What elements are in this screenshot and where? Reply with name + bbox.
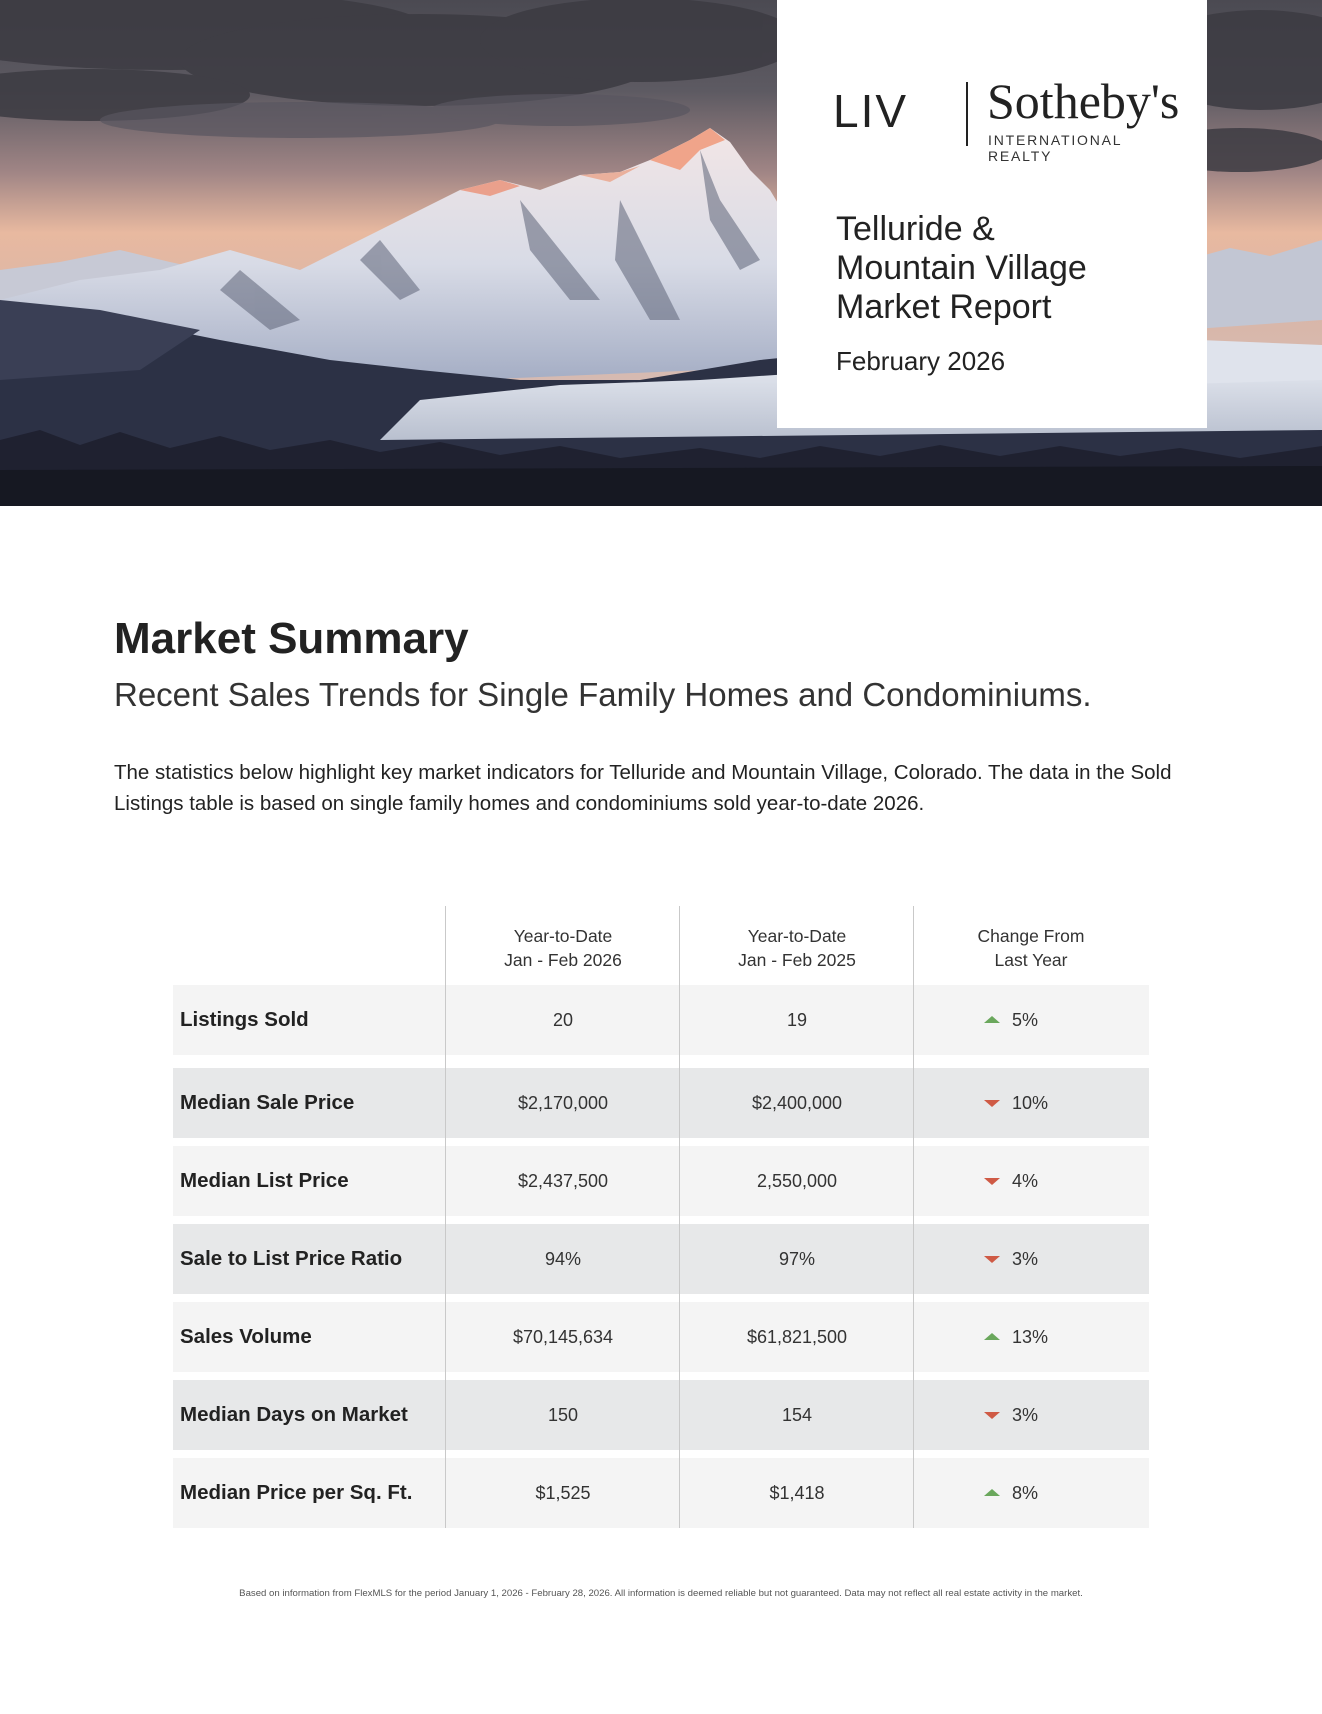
page-subtitle: Recent Sales Trends for Single Family Homes and Condominiums.	[114, 676, 1092, 713]
arrow-down-icon	[983, 1097, 1001, 1109]
title-card	[777, 0, 1207, 428]
column-divider	[913, 906, 914, 1528]
intro-paragraph: The statistics below highlight key market indicators for Telluride and Mountain Village, Colorado. The data in the Sold Listings table is based on single family homes and condominiums sold year-to-date 2026.	[114, 761, 1172, 815]
value-2026: 94%	[544, 1249, 582, 1269]
logo-liv-text: LIV	[833, 85, 909, 137]
value-2026: 20	[552, 1010, 574, 1030]
report-date: February 2026	[836, 346, 1006, 376]
report-title-line: Market Report	[836, 288, 1052, 326]
hero-mountain-image	[0, 0, 1322, 506]
row-label: Median Days on Market	[180, 1403, 408, 1426]
value-2025: $2,400,000	[751, 1093, 843, 1113]
change-cell	[914, 1380, 1148, 1450]
row-label: Median List Price	[180, 1169, 349, 1192]
change-cell	[914, 1224, 1148, 1294]
value-2025: $1,418	[769, 1483, 825, 1503]
value-2025: 2,550,000	[756, 1171, 838, 1191]
change-value: 3%	[1012, 1405, 1039, 1425]
table-row	[173, 1380, 1149, 1450]
change-cell	[914, 1068, 1148, 1138]
row-label: Median Price per Sq. Ft.	[180, 1481, 413, 1504]
page-title: Market Summary	[114, 614, 469, 663]
row-label: Sale to List Price Ratio	[180, 1247, 403, 1270]
footer-disclaimer: Based on information from FlexMLS for the period January 1, 2026 - February 28, 2026. All information is deemed reliable but not guaranteed. Data may not reflect all real estate activity in the market.	[239, 1588, 1083, 1599]
column-header-line: Last Year	[994, 950, 1068, 970]
market-stats-table	[173, 906, 1149, 1528]
change-value: 5%	[1012, 1010, 1039, 1030]
report-title-line: Mountain Village	[836, 249, 1087, 287]
column-header-ytd-2026	[446, 924, 680, 972]
report-title-line: Telluride &	[836, 210, 995, 248]
column-divider	[679, 906, 680, 1528]
column-header-line: Change From	[977, 926, 1085, 946]
arrow-down-icon	[983, 1253, 1001, 1265]
value-2026: 150	[547, 1405, 579, 1425]
value-2026: $70,145,634	[512, 1327, 614, 1347]
row-label: Median Sale Price	[180, 1091, 355, 1114]
logo-brand-name: Sotheby's	[987, 73, 1180, 129]
logo-subtitle: INTERNATIONAL REALTY	[988, 132, 1122, 164]
value-2025: $61,821,500	[746, 1327, 848, 1347]
column-header-line: Year-to-Date	[747, 926, 847, 946]
change-value: 10%	[1012, 1093, 1049, 1113]
row-label: Listings Sold	[180, 1008, 309, 1031]
value-2026: $2,170,000	[517, 1093, 609, 1113]
value-2026: $1,525	[535, 1483, 591, 1503]
change-value: 3%	[1012, 1249, 1039, 1269]
report-title	[836, 210, 1176, 327]
column-header-ytd-2025	[680, 924, 914, 972]
change-cell	[914, 985, 1148, 1055]
change-cell	[914, 1458, 1148, 1528]
value-2025: 97%	[778, 1249, 816, 1269]
arrow-up-icon	[983, 1014, 1001, 1026]
change-cell	[914, 1146, 1148, 1216]
logo-divider	[966, 82, 968, 146]
change-value: 8%	[1012, 1483, 1039, 1503]
column-header-line: Jan - Feb 2026	[504, 950, 622, 970]
table-row	[173, 1458, 1149, 1528]
brand-logo	[833, 73, 1180, 164]
table-row	[173, 1302, 1149, 1372]
column-header-line: Jan - Feb 2025	[738, 950, 856, 970]
value-2025: 154	[781, 1405, 813, 1425]
change-value: 13%	[1012, 1327, 1049, 1347]
column-header-change	[914, 924, 1148, 972]
change-value: 4%	[1012, 1171, 1039, 1191]
row-label: Sales Volume	[180, 1325, 312, 1348]
arrow-up-icon	[983, 1331, 1001, 1343]
table-row	[173, 985, 1149, 1055]
value-2025: 19	[786, 1010, 808, 1030]
table-row	[173, 1224, 1149, 1294]
arrow-up-icon	[983, 1487, 1001, 1499]
column-header-line: Year-to-Date	[513, 926, 613, 946]
column-divider	[445, 906, 446, 1528]
arrow-down-icon	[983, 1409, 1001, 1421]
value-2026: $2,437,500	[517, 1171, 609, 1191]
table-row	[173, 1068, 1149, 1138]
arrow-down-icon	[983, 1175, 1001, 1187]
table-row	[173, 1146, 1149, 1216]
change-cell	[914, 1302, 1148, 1372]
